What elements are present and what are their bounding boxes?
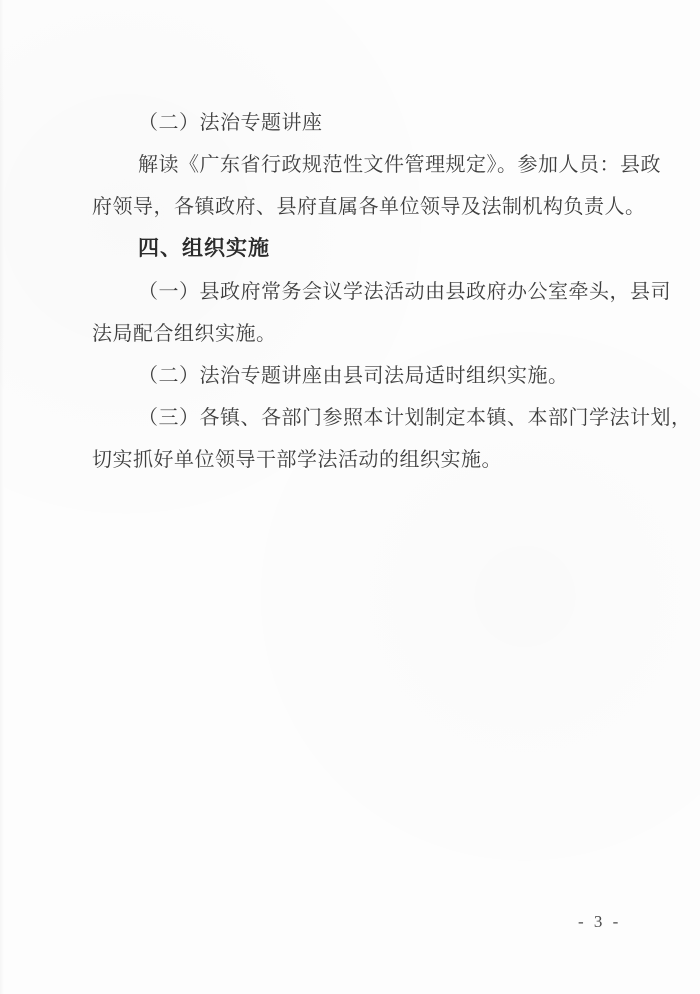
page-number: - 3 - [578,912,622,931]
subsection-heading-legal-lecture: （二）法治专题讲座 [138,112,323,134]
paragraph-line: （一）县政府常务会议学法活动由县政府办公室牵头，县司 [138,281,671,303]
paragraph-line: 切实抓好单位领导干部学法活动的组织实施。 [92,449,502,471]
paragraph-line: 解读《广东省行政规范性文件管理规定》。参加人员：县政 [138,154,661,176]
section-heading-organize-implementation: 四、组织实施 [138,237,270,260]
paragraph-line: （二）法治专题讲座由县司法局适时组织实施。 [138,365,569,387]
paragraph-line: （三）各镇、各部门参照本计划制定本镇、本部门学法计划， [138,407,692,429]
paragraph-line: 法局配合组织实施。 [92,323,277,345]
paragraph-line: 府领导，各镇政府、县府直属各单位领导及法制机构负责人。 [92,196,646,218]
